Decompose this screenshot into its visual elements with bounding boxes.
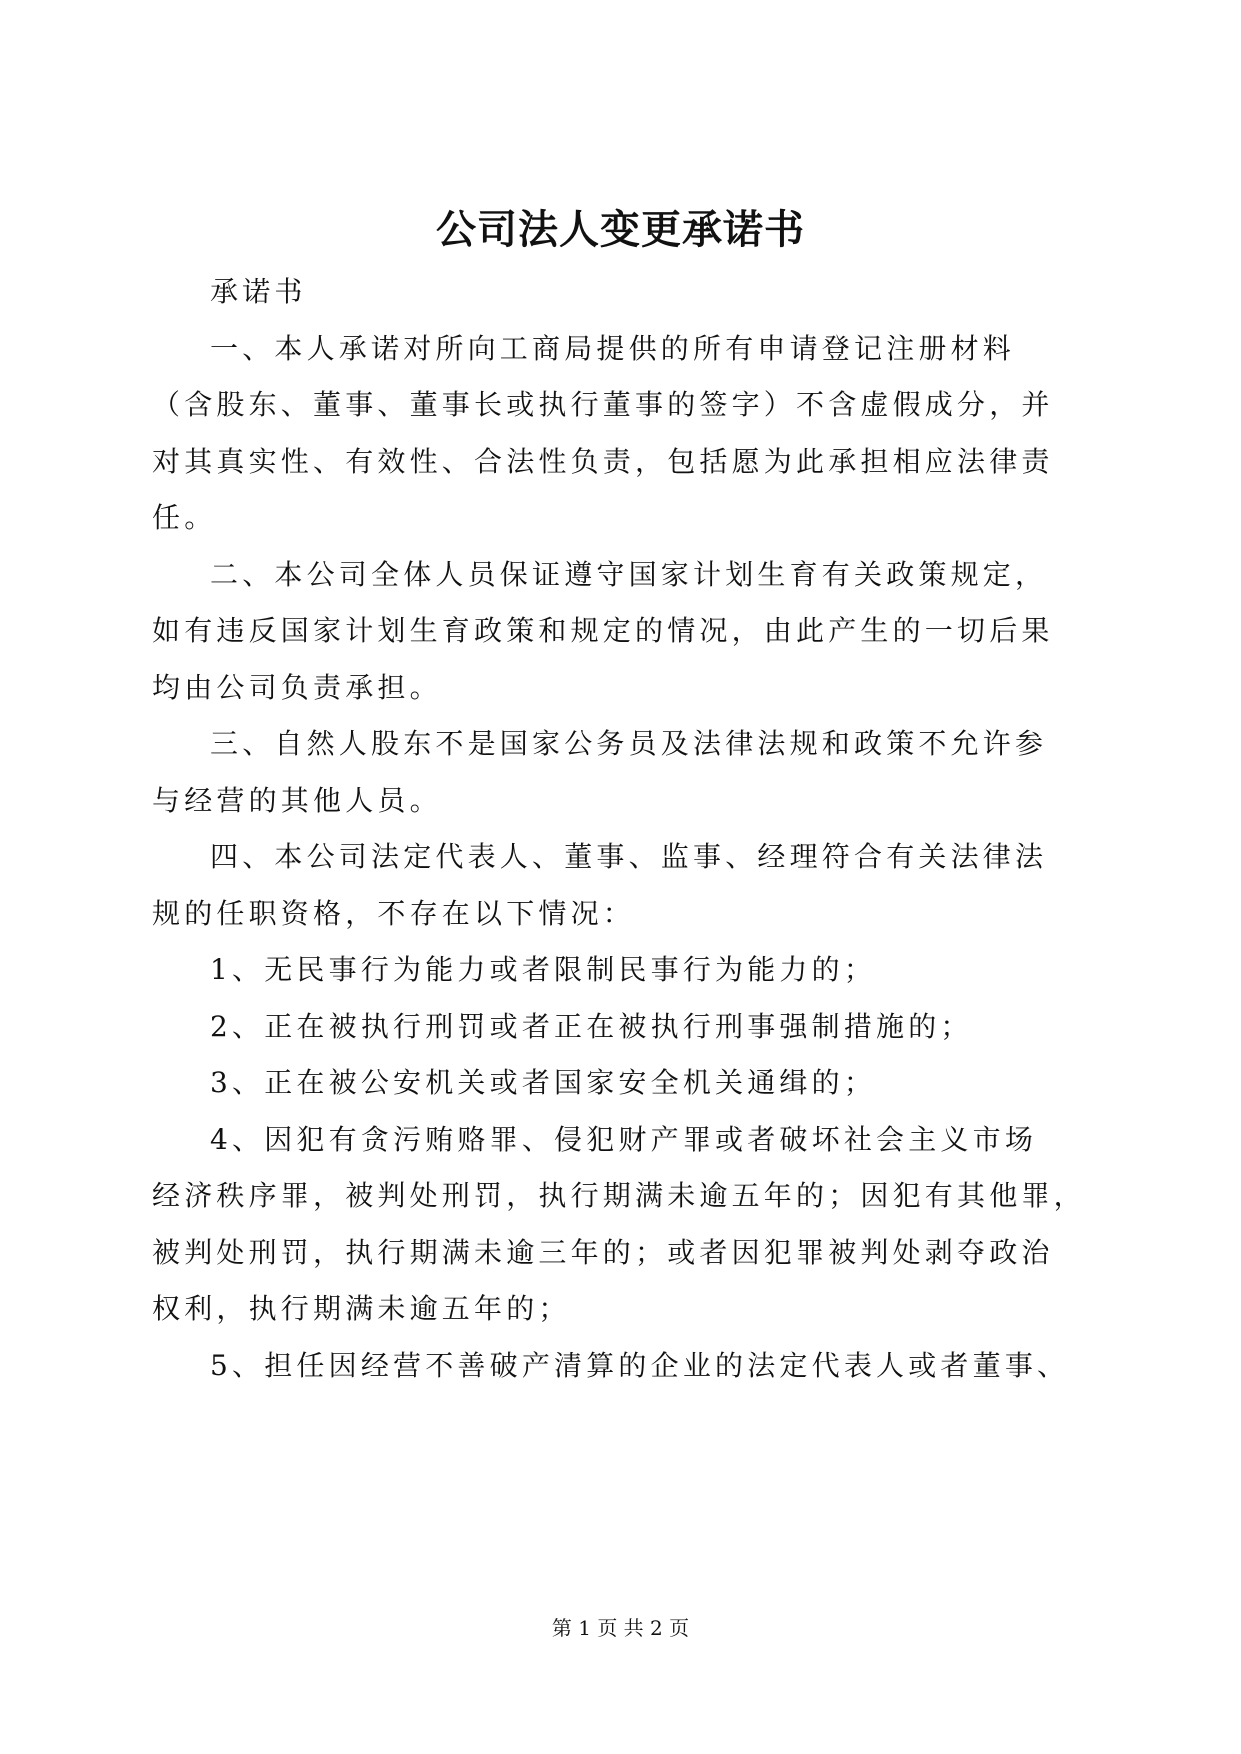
- text-line: 规的任职资格，不存在以下情况：: [152, 896, 636, 930]
- page-footer: 第 1 页 共 2 页: [551, 1616, 690, 1640]
- text-line: 如有违反国家计划生育政策和规定的情况，由此产生的一切后果: [152, 614, 1054, 647]
- text-line: 5、担任因经营不善破产清算的企业的法定代表人或者董事、: [210, 1348, 1070, 1382]
- paragraph: [152, 1338, 1070, 1395]
- document-body: [152, 264, 1086, 1394]
- text-line: 经济秩序罪，被判处刑罚，执行期满未逾五年的；因犯有其他罪，: [152, 1179, 1086, 1212]
- text-line: 一、本人承诺对所向工商局提供的所有申请登记注册材料: [210, 331, 1016, 365]
- text-line: 被判处刑罚，执行期满未逾三年的；或者因犯罪被判处剥夺政治: [152, 1235, 1054, 1269]
- text-line: 承诺书: [210, 275, 307, 308]
- paragraph: [152, 716, 1048, 829]
- text-line: 权利，执行期满未逾五年的；: [152, 1292, 571, 1325]
- text-line: 3、正在被公安机关或者国家安全机关通缉的；: [210, 1066, 877, 1099]
- paragraph: [152, 999, 992, 1056]
- text-line: 4、因犯有贪污贿赂罪、侵犯财产罪或者破坏社会主义市场: [210, 1122, 1038, 1156]
- text-line: 与经营的其他人员。: [152, 783, 442, 817]
- text-line: 二、本公司全体人员保证遵守国家计划生育有关政策规定，: [210, 557, 1048, 591]
- text-line: （含股东、董事、董事长或执行董事的签字）不含虚假成分，并: [152, 388, 1054, 421]
- paragraph: [152, 547, 1054, 717]
- text-line: 任。: [152, 501, 217, 534]
- paragraph: [152, 264, 992, 321]
- text-line: 三、自然人股东不是国家公务员及法律法规和政策不允许参: [210, 727, 1048, 760]
- paragraph: [152, 942, 992, 999]
- paragraph: [152, 829, 1048, 942]
- text-line: 四、本公司法定代表人、董事、监事、经理符合有关法律法: [210, 840, 1048, 873]
- paragraph: [152, 321, 1054, 547]
- text-line: 2、正在被执行刑罚或者正在被执行刑事强制措施的；: [210, 1009, 973, 1043]
- paragraph: [152, 1112, 1086, 1338]
- text-line: 均由公司负责承担。: [152, 670, 442, 704]
- text-line: 1、无民事行为能力或者限制民事行为能力的；: [210, 953, 877, 986]
- text-line: 对其真实性、有效性、合法性负责，包括愿为此承担相应法律责: [152, 444, 1054, 478]
- paragraph: [152, 1055, 992, 1112]
- document-title: 公司法人变更承诺书: [436, 206, 805, 253]
